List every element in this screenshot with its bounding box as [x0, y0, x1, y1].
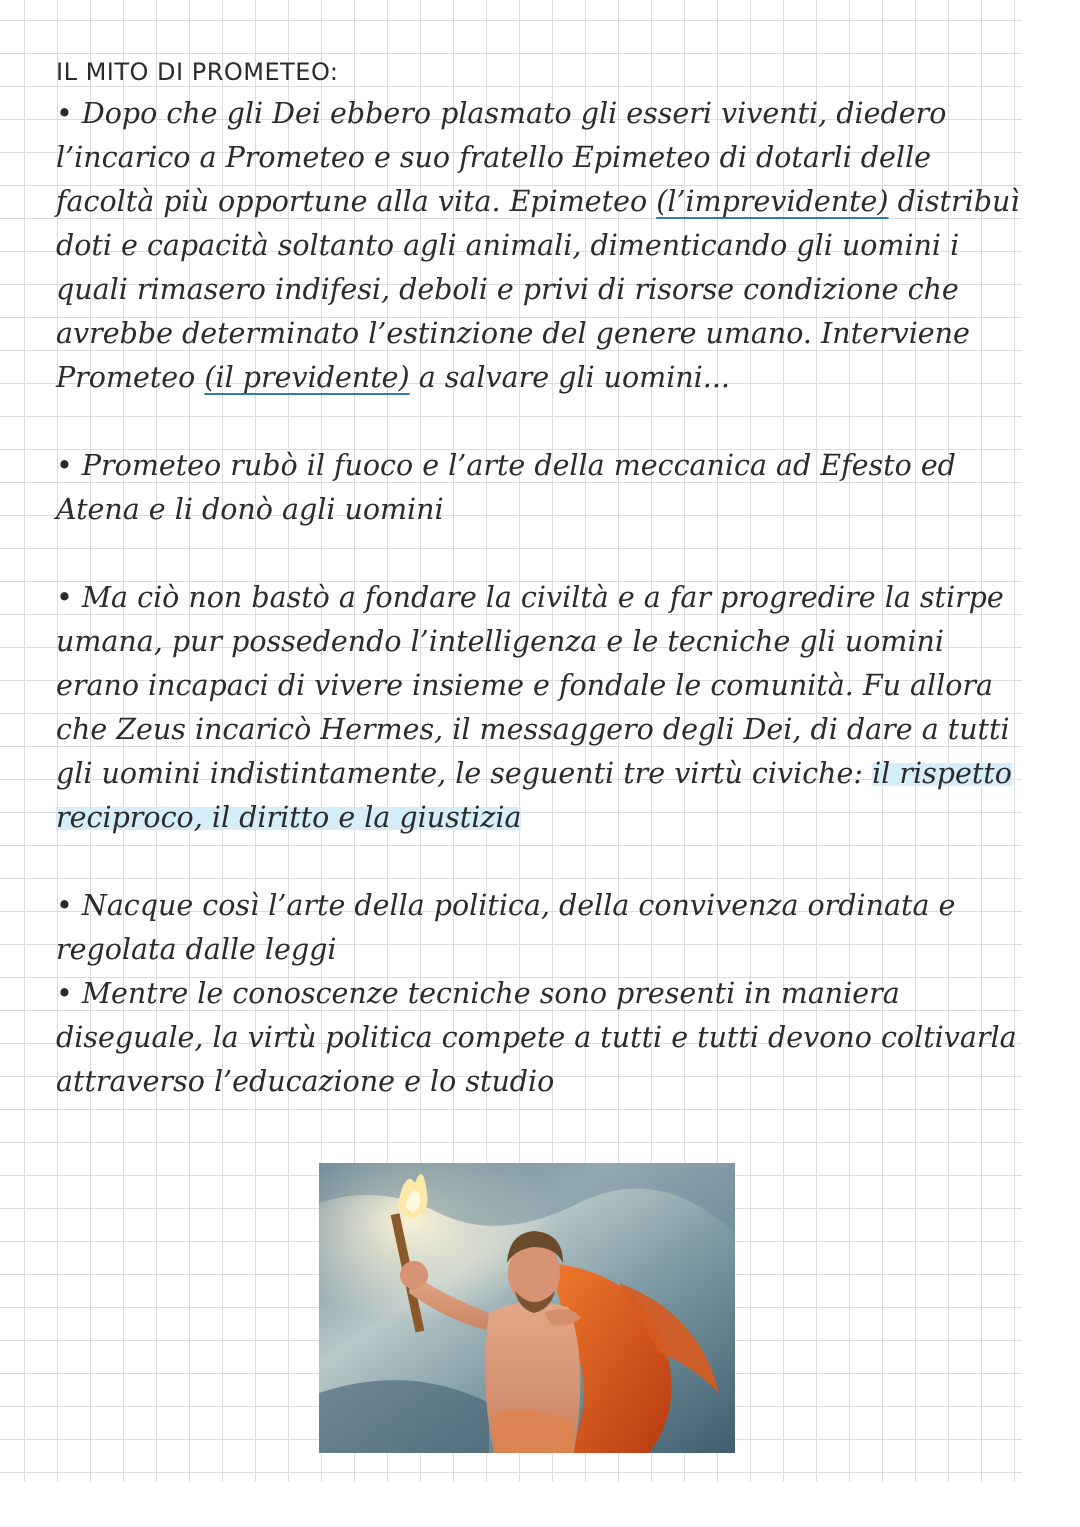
page-title: IL MITO DI PROMETEO: [56, 58, 339, 86]
p5-text: Mentre le conoscenze tecniche sono presenti in maniera diseguale, la virtù politica compete a tutti e tutti devono coltivarla attraverso l’educazione e lo studio [56, 977, 1017, 1098]
p1-text-b: distribuì doti e capacità soltanto agli animali, dimenticando gli uomini i quali rimasero indifesi, deboli e privi di risorse condizione che avrebbe determinato l’estinzione del genere umano. Interviene Prometeo [56, 185, 1020, 394]
bullet-1: • [56, 97, 73, 130]
p1-text-a: Dopo che gli Dei ebbero plasmato gli esseri viventi, diedero l’incarico a Prometeo e suo fratello Epimeteo di dotarli delle facoltà più opportune alla vita. Epimeteo [56, 97, 947, 218]
highlighted-virtues: il rispetto reciproco, il diritto e la giustizia [56, 757, 1012, 834]
paragraph-zeus-hermes [56, 576, 1026, 840]
p1-text-c: a salvare gli uomini... [409, 361, 730, 394]
bullet-5: • [56, 977, 73, 1010]
bullet-2: • [56, 449, 73, 482]
notes-content [56, 52, 1026, 1104]
paragraph-virtu-politica [56, 972, 1026, 1104]
bullet-4: • [56, 889, 73, 922]
p2-text: Prometeo rubò il fuoco e l’arte della meccanica ad Efesto ed Atena e li donò agli uomini [56, 449, 956, 526]
paragraph-fuoco [56, 444, 1026, 532]
prometheus-painting-icon [319, 1163, 735, 1453]
paragraph-politica [56, 884, 1026, 972]
paragraph-epimeteo [56, 92, 1026, 400]
p4-text: Nacque così l’arte della politica, della convivenza ordinata e regolata dalle leggi [56, 889, 956, 966]
bullet-3: • [56, 581, 73, 614]
underlined-imprevidente: (l’imprevidente) [656, 185, 889, 218]
underlined-previdente: (il previdente) [204, 361, 410, 394]
p3-text: Ma ciò non bastò a fondare la civiltà e a far progredire la stirpe umana, pur possedendo l’intelligenza e le tecniche gli uomini erano incapaci di vivere insieme e fondale le comunità. Fu allora che Zeus incaricò Hermes, il messaggero degli Dei, di dare a tutti gli uomini indistintamente, le seguenti tre virtù civiche: [56, 581, 1010, 790]
